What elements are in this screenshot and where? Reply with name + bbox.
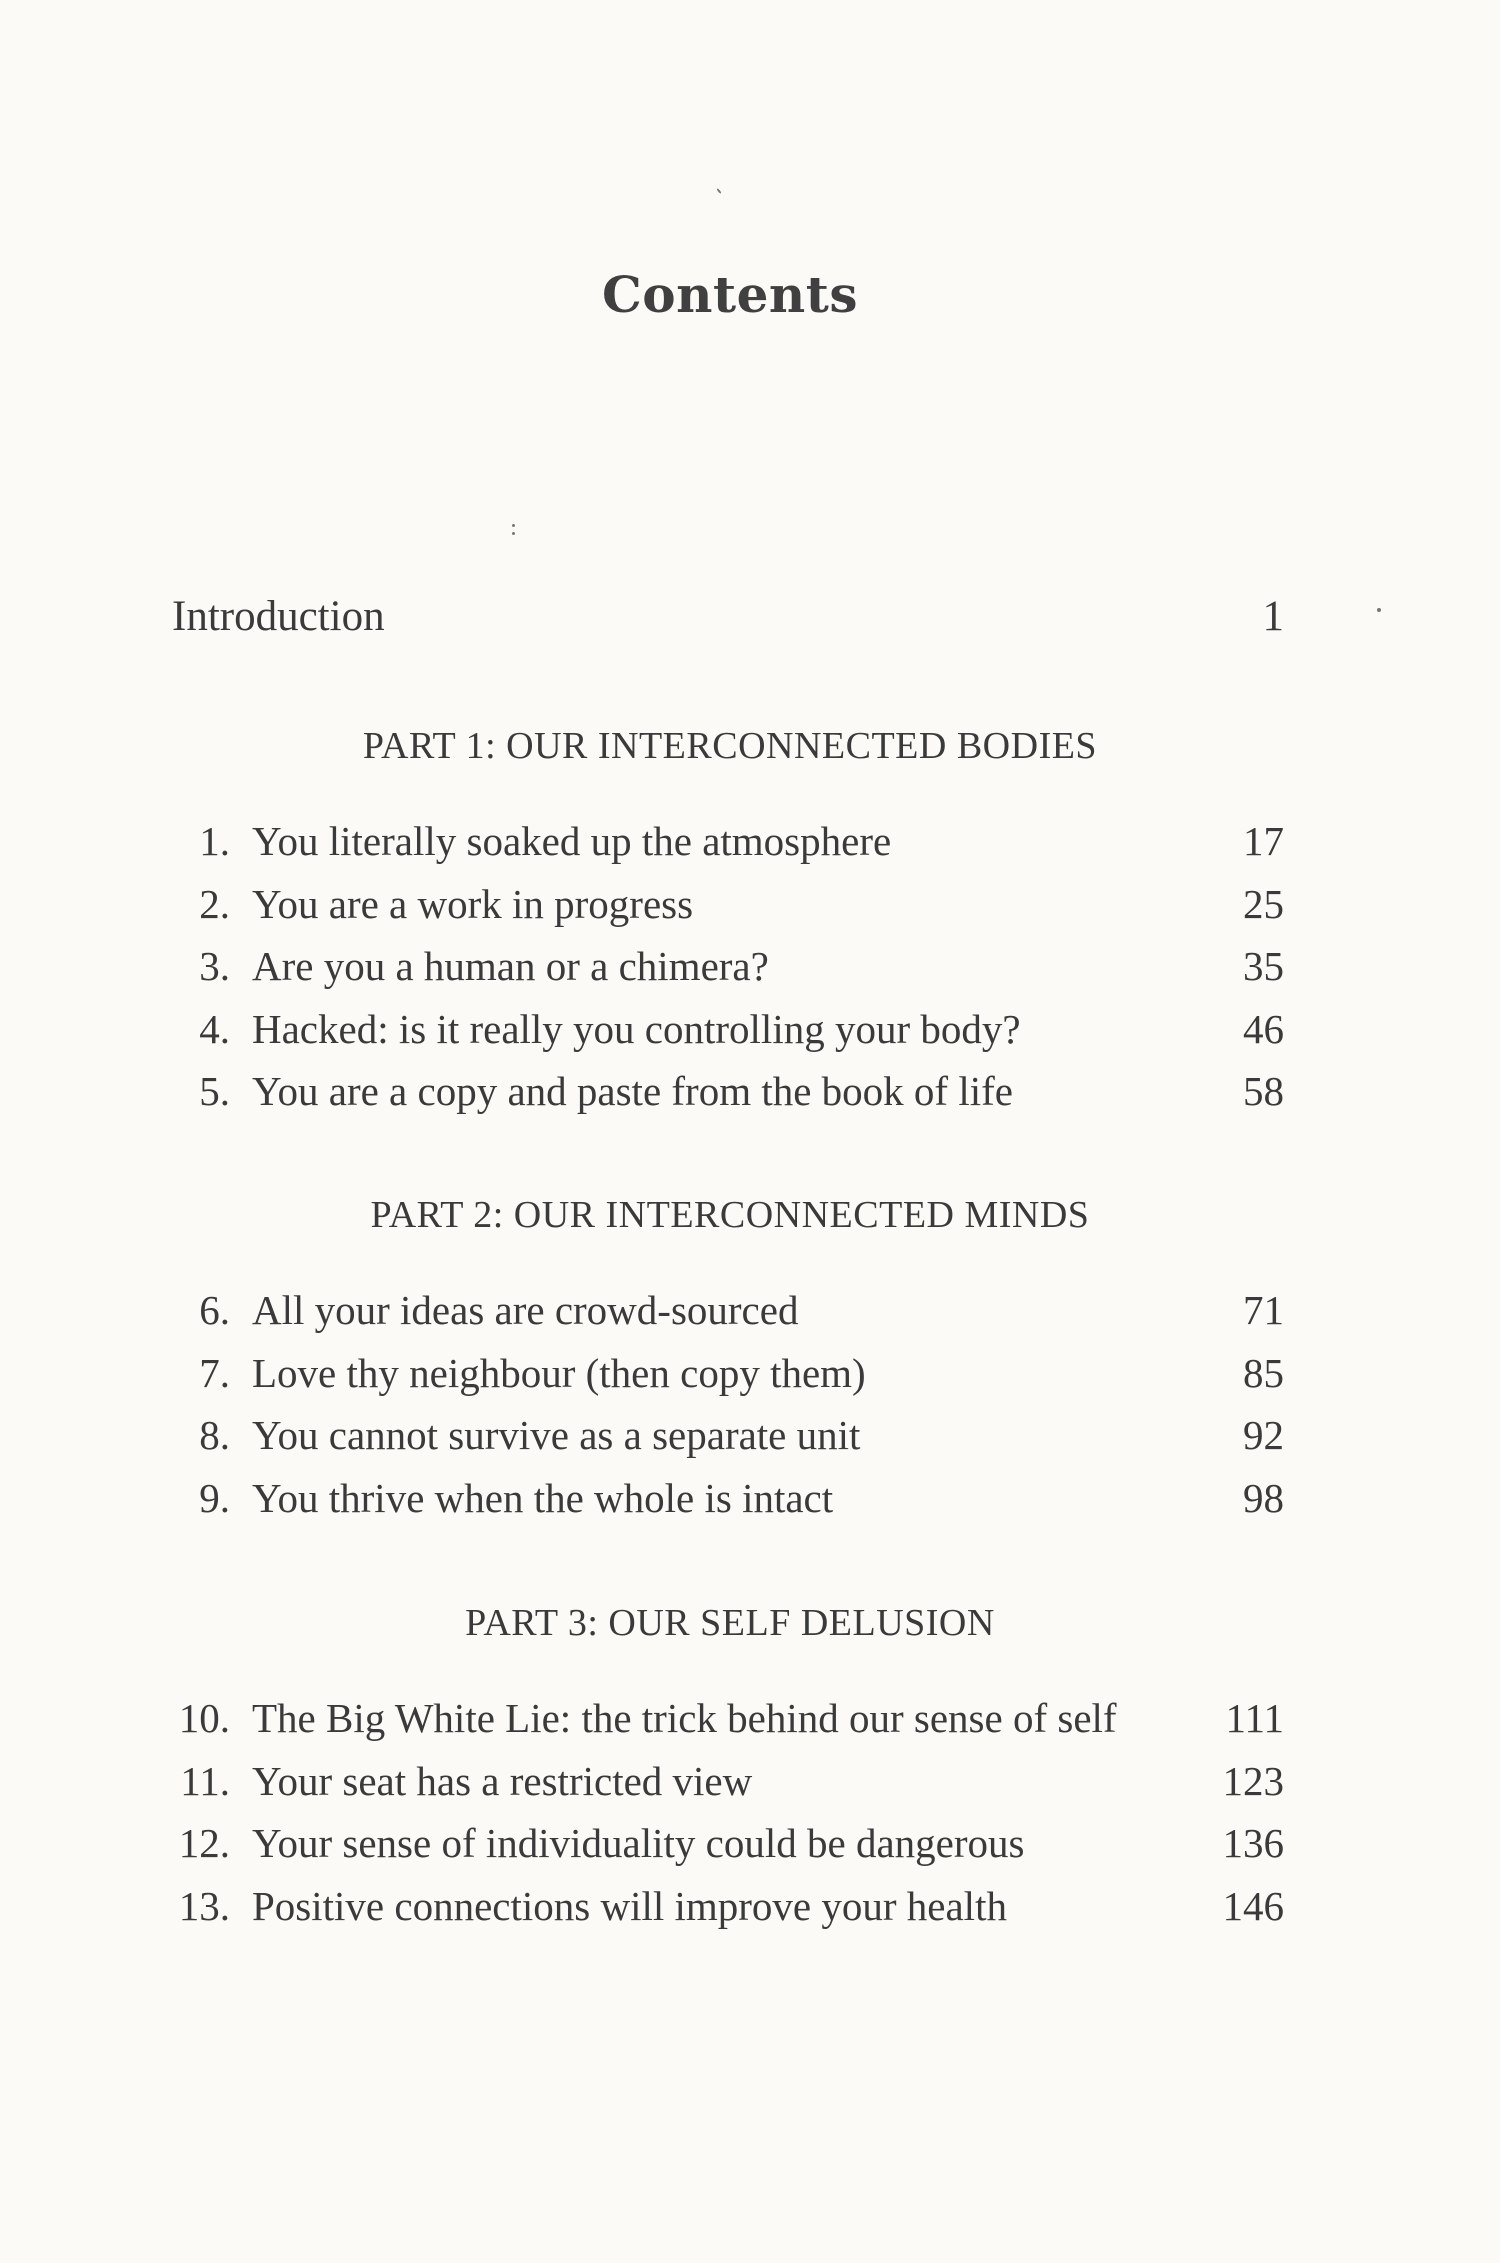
chapter-title: You literally soaked up the atmosphere xyxy=(252,818,892,864)
chapter-page-number: 58 xyxy=(1243,1068,1284,1114)
chapter-number: 4. xyxy=(199,1005,230,1052)
chapter-number: 6. xyxy=(199,1287,230,1333)
page-title: Contents xyxy=(601,265,858,324)
chapter-title: Are you a human or a chimera? xyxy=(252,943,769,989)
part-3-heading: PART 3: OUR SELF DELUSION xyxy=(465,1602,995,1644)
toc-entry-chapter-3[interactable] xyxy=(150,935,1284,998)
part-2-heading: PART 2: OUR INTERCONNECTED MINDS xyxy=(370,1194,1090,1236)
paper-speck xyxy=(716,188,721,194)
chapter-title: Your sense of individuality could be dangerous xyxy=(252,1820,1025,1866)
chapter-number: 7. xyxy=(199,1349,230,1396)
chapter-page-number: 25 xyxy=(1243,880,1284,927)
paper-speck xyxy=(1377,608,1381,612)
chapter-page-number: 111 xyxy=(1225,1695,1284,1741)
toc-entry-chapter-5[interactable] xyxy=(150,1060,1284,1123)
chapter-number: 2. xyxy=(199,880,230,927)
chapter-page-number: 92 xyxy=(1243,1412,1284,1458)
chapter-number: 8. xyxy=(199,1412,230,1458)
chapter-number: 3. xyxy=(199,943,230,989)
chapter-number: 13. xyxy=(178,1882,230,1929)
chapter-number: 5. xyxy=(199,1068,230,1114)
chapter-number: 10. xyxy=(178,1695,230,1741)
chapter-title: Your seat has a restricted view xyxy=(252,1757,753,1804)
chapter-title: You thrive when the whole is intact xyxy=(252,1474,834,1521)
toc-entry-chapter-10[interactable] xyxy=(150,1687,1284,1750)
part-3-chapter-list xyxy=(150,1687,1284,1937)
chapter-title: You are a work in progress xyxy=(252,880,694,927)
chapter-title: All your ideas are crowd-sourced xyxy=(252,1287,799,1333)
introduction-label: Introduction xyxy=(172,593,385,640)
toc-entry-chapter-13[interactable] xyxy=(150,1875,1284,1938)
chapter-page-number: 146 xyxy=(1222,1882,1284,1929)
chapter-title: You cannot survive as a separate unit xyxy=(252,1412,861,1458)
chapter-page-number: 98 xyxy=(1243,1474,1284,1521)
paper-speck xyxy=(512,524,515,527)
chapter-title: You are a copy and paste from the book of life xyxy=(252,1068,1013,1114)
toc-entry-chapter-6[interactable] xyxy=(150,1279,1284,1342)
toc-entry-chapter-4[interactable] xyxy=(150,998,1284,1061)
toc-entry-chapter-9[interactable] xyxy=(150,1467,1284,1530)
chapter-page-number: 71 xyxy=(1243,1287,1284,1333)
chapter-number: 12. xyxy=(178,1820,230,1866)
part-1-heading: PART 1: OUR INTERCONNECTED BODIES xyxy=(362,725,1098,767)
toc-entry-chapter-2[interactable] xyxy=(150,873,1284,936)
chapter-page-number: 123 xyxy=(1222,1757,1284,1804)
toc-entry-chapter-11[interactable] xyxy=(150,1750,1284,1813)
toc-entry-chapter-8[interactable] xyxy=(150,1404,1284,1467)
chapter-page-number: 46 xyxy=(1243,1005,1284,1052)
introduction-page-number: 1 xyxy=(1262,593,1284,640)
chapter-number: 11. xyxy=(180,1757,230,1804)
chapter-page-number: 17 xyxy=(1243,818,1284,864)
toc-entry-chapter-1[interactable] xyxy=(150,810,1284,873)
chapter-title: Positive connections will improve your health xyxy=(252,1882,1007,1929)
chapter-number: 1. xyxy=(199,818,230,864)
chapter-title: Love thy neighbour (then copy them) xyxy=(252,1349,866,1396)
part-1-chapter-list xyxy=(150,810,1284,1123)
toc-entry-chapter-7[interactable] xyxy=(150,1342,1284,1405)
toc-entry-introduction[interactable] xyxy=(172,592,1284,652)
chapter-number: 9. xyxy=(199,1474,230,1521)
chapter-title: Hacked: is it really you controlling your body? xyxy=(252,1005,1021,1052)
paper-speck xyxy=(512,532,515,535)
chapter-title: The Big White Lie: the trick behind our sense of self xyxy=(252,1695,1117,1741)
part-2-chapter-list xyxy=(150,1279,1284,1529)
toc-entry-chapter-12[interactable] xyxy=(150,1812,1284,1875)
chapter-page-number: 35 xyxy=(1243,943,1284,989)
chapter-page-number: 85 xyxy=(1243,1349,1284,1396)
chapter-page-number: 136 xyxy=(1222,1820,1284,1866)
